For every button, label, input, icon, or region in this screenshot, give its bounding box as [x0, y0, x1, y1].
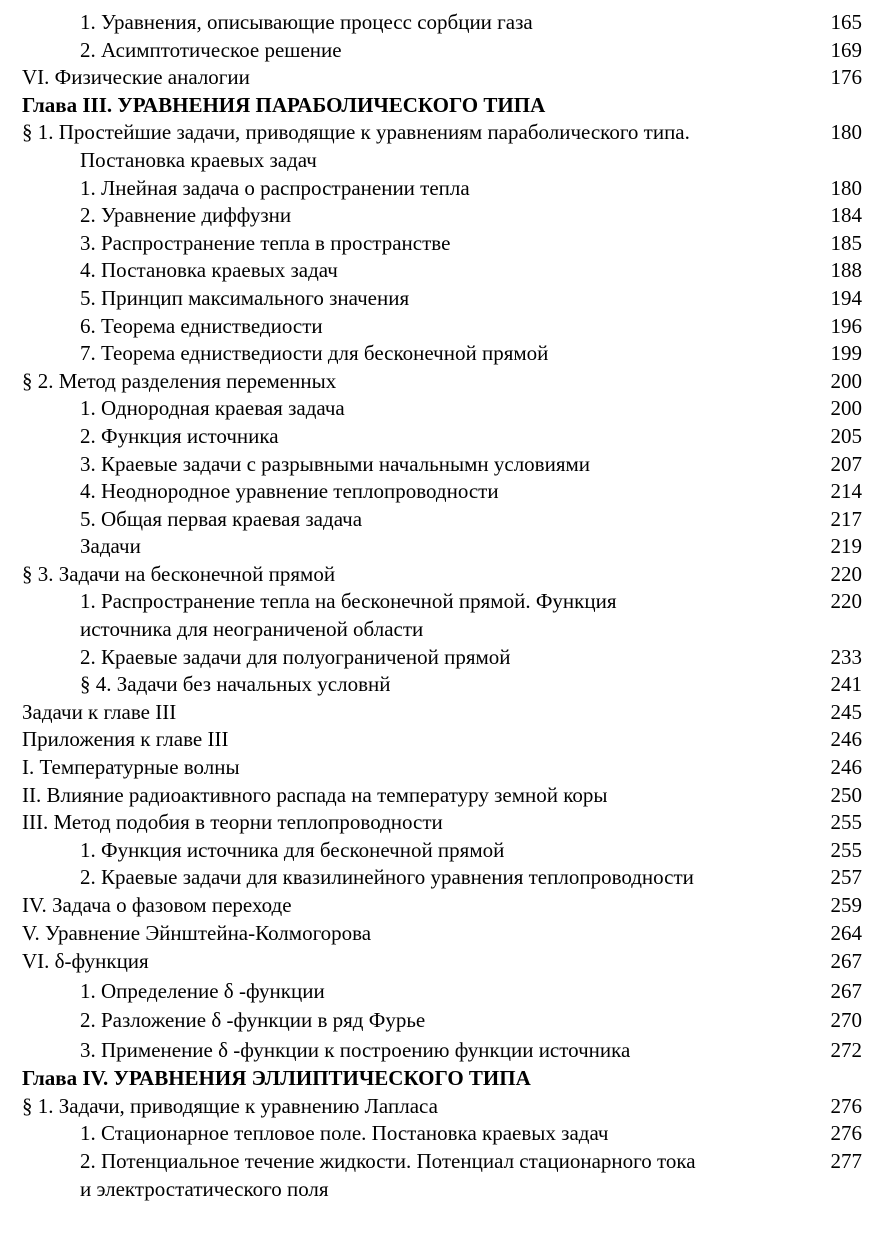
toc-section: [22, 1093, 862, 1121]
toc-entry: [22, 423, 862, 451]
toc-entry: [22, 202, 862, 230]
table-of-contents: [22, 9, 862, 1203]
toc-entry: [22, 506, 862, 534]
chapter-heading: [22, 1065, 862, 1093]
toc-section-title-line2: Постановка краевых задач: [80, 147, 317, 172]
toc-entry-page: 245: [830, 699, 862, 724]
toc-entry-page: 259: [830, 893, 862, 917]
toc-entry-page: 180: [830, 175, 862, 200]
toc-entry-title: 2. Асимптотическое решение: [80, 37, 342, 62]
toc-entry-page: 199: [830, 341, 862, 366]
toc-entry: [22, 230, 862, 258]
toc-entry: [22, 1120, 862, 1148]
toc-entry-page: 196: [830, 313, 862, 338]
toc-entry-title: I. Температурные волны: [22, 755, 240, 780]
toc-entry: [22, 37, 862, 65]
toc-entry-page: 217: [830, 506, 862, 531]
toc-entry: [22, 285, 862, 313]
toc-entry-page: 180: [830, 120, 862, 145]
toc-entry-page: 176: [830, 65, 862, 90]
toc-entry-page: 267: [830, 978, 862, 1003]
toc-entry: [22, 395, 862, 423]
toc-entry-title: 2. Краевые задачи для квазилинейного уравнения теплопроводности: [80, 865, 694, 890]
toc-entry: [22, 699, 862, 727]
toc-entry-page: 233: [830, 644, 862, 669]
toc-entry-page: 241: [830, 672, 862, 697]
toc-entry-title: 5. Общая первая краевая задача: [80, 506, 363, 531]
toc-entry-page: 246: [830, 755, 862, 780]
toc-entry-title: Задачи: [80, 534, 141, 559]
toc-entry: [22, 920, 862, 948]
toc-entry-page: 185: [830, 230, 862, 255]
toc-entry: [22, 588, 862, 643]
toc-entry-title: [22, 588, 802, 643]
toc-entry-title-line1: 2. Потенциальное течение жидкости. Потенциал стационарного тока: [80, 1148, 696, 1173]
toc-entry-title: 6. Теорема еднистведиости: [80, 313, 323, 338]
toc-section: [22, 368, 862, 396]
toc-entry-page: 277: [830, 1148, 862, 1173]
toc-entry-page: 255: [830, 837, 862, 862]
toc-section-title: § 3. Задачи на бесконечной прямой: [22, 561, 336, 586]
toc-entry-page: 214: [830, 479, 862, 504]
toc-entry: [22, 754, 862, 782]
toc-entry: [22, 175, 862, 203]
toc-entry-page: 246: [830, 727, 862, 752]
toc-entry: [22, 313, 862, 341]
toc-entry: [22, 809, 862, 837]
toc-entry-title-line2: и электростатического поля: [80, 1176, 329, 1201]
chapter-title: Глава IV. УРАВНЕНИЯ ЭЛЛИПТИЧЕСКОГО ТИПА: [22, 1066, 531, 1091]
toc-entry-page: 200: [830, 368, 862, 393]
toc-entry-page: 257: [830, 865, 862, 890]
toc-entry-title-line1: 1. Распространение тепла на бесконечной прямой. Функция: [80, 589, 617, 614]
toc-entry-title: 1. Стационарное тепловое поле. Постановка краевых задач: [80, 1121, 609, 1146]
toc-entry-title: 7. Теорема еднистведиости для бесконечной прямой: [80, 341, 549, 366]
toc-entry-page: 205: [830, 423, 862, 448]
toc-entry-page: 200: [830, 396, 862, 421]
toc-section-title-line1: § 1. Простейшие задачи, приводящие к уравнениям параболического типа.: [22, 120, 690, 145]
toc-entry-page: 250: [830, 782, 862, 807]
toc-entry: [22, 977, 862, 1007]
toc-entry-page: 255: [830, 810, 862, 835]
chapter-title: Глава III. УРАВНЕНИЯ ПАРАБОЛИЧЕСКОГО ТИПА: [22, 92, 546, 117]
toc-entry-page: 184: [830, 203, 862, 228]
toc-entry: [22, 782, 862, 810]
toc-entry-title: 3. Применение δ -функции к построению функции источника: [80, 1037, 631, 1062]
toc-entry: [22, 9, 862, 37]
toc-entry-title: 1. Функция источника для бесконечной прямой: [80, 837, 505, 862]
toc-entry-title: VI. Физические аналогии: [22, 65, 250, 90]
toc-entry-page: 207: [830, 451, 862, 476]
toc-entry: [22, 451, 862, 479]
toc-section: [22, 671, 862, 699]
toc-entry-page: 270: [830, 1008, 862, 1033]
toc-entry: [22, 644, 862, 672]
toc-entry-title: IV. Задача о фазовом переходе: [22, 893, 292, 917]
toc-entry-page: 220: [830, 561, 862, 586]
toc-entry-page: 169: [830, 37, 862, 62]
toc-entry: [22, 533, 862, 561]
toc-entry-page: 276: [830, 1121, 862, 1146]
toc-entry-title: VI. δ-функция: [22, 949, 149, 974]
toc-entry: [22, 1036, 862, 1066]
toc-entry: [22, 64, 862, 92]
toc-entry: [22, 257, 862, 285]
toc-entry-title: Приложения к главе III: [22, 727, 229, 752]
toc-entry-title: III. Метод подобия в теорни теплопроводности: [22, 810, 443, 835]
toc-entry-page: 264: [830, 920, 862, 945]
toc-entry-page: 220: [830, 589, 862, 614]
toc-entry-page: 276: [830, 1093, 862, 1118]
toc-section-title: § 1. Задачи, приводящие к уравнению Лапласа: [22, 1093, 438, 1118]
chapter-heading: [22, 92, 862, 120]
toc-entry-title: Задачи к главе III: [22, 699, 177, 724]
toc-entry-title: 3. Распространение тепла в пространстве: [80, 230, 451, 255]
toc-entry-title: V. Уравнение Эйнштейна-Колмогорова: [22, 920, 372, 945]
toc-section-title: § 4. Задачи без начальных условнй: [80, 672, 391, 697]
toc-entry: [22, 947, 862, 977]
toc-entry: [22, 892, 862, 920]
toc-entry-page: 219: [830, 534, 862, 559]
toc-entry-title: 4. Постановка краевых задач: [80, 258, 338, 283]
toc-entry-page: 194: [830, 285, 862, 310]
toc-section: [22, 561, 862, 589]
toc-entry-page: 272: [830, 1037, 862, 1062]
toc-entry-page: 165: [830, 10, 862, 34]
toc-section-title: [22, 119, 802, 174]
toc-entry-title: 2. Функция источника: [80, 423, 279, 448]
toc-entry-title: 2. Уравнение диффузни: [80, 203, 292, 228]
toc-entry: [22, 837, 862, 865]
toc-entry-title: 1. Однородная краевая задача: [80, 396, 345, 421]
toc-entry-title: II. Влияние радиоактивного распада на температуру земной коры: [22, 782, 608, 807]
toc-entry-title: 5. Принцип максимального значения: [80, 285, 410, 310]
toc-entry-title: 2. Разложение δ -функции в ряд Фурье: [80, 1008, 426, 1033]
toc-entry-page: 188: [830, 258, 862, 283]
toc-entry: [22, 1148, 862, 1203]
toc-entry-title: [22, 1148, 802, 1203]
toc-entry: [22, 340, 862, 368]
toc-section-title: § 2. Метод разделения переменных: [22, 368, 337, 393]
toc-entry: [22, 1006, 862, 1036]
toc-entry-title: 3. Краевые задачи с разрывными начальнымн условиями: [80, 451, 591, 476]
toc-entry: [22, 726, 862, 754]
toc-entry-title: 1. Определение δ -функции: [80, 978, 325, 1003]
toc-entry-title-line2: источника для неограниченой области: [80, 617, 424, 642]
toc-entry-title: 1. Лнейная задача о распространении тепла: [80, 175, 470, 200]
toc-entry: [22, 478, 862, 506]
toc-entry-title: 4. Неоднородное уравнение теплопроводности: [80, 479, 499, 504]
toc-section: [22, 119, 862, 174]
toc-entry-title: 2. Краевые задачи для полуограниченой прямой: [80, 644, 511, 669]
toc-entry-title: 1. Уравнения, описывающие процесс сорбции газа: [80, 10, 533, 34]
toc-entry: [22, 864, 862, 892]
toc-entry-page: 267: [830, 949, 862, 974]
